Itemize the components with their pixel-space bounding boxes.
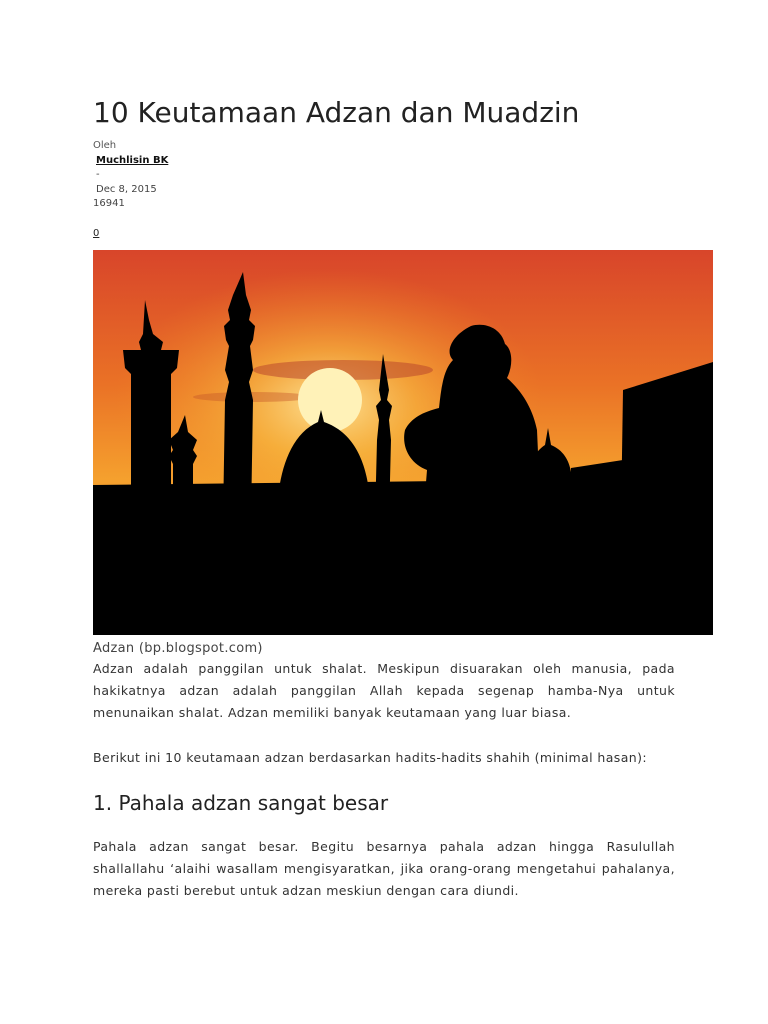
section-heading: 1. Pahala adzan sangat besar xyxy=(93,791,389,815)
author-link[interactable]: Muchlisin BK xyxy=(96,155,169,166)
section-paragraph: Pahala adzan sangat besar. Begitu besarnya pahala adzan hingga Rasulullah shallallahu ‘alaihi wasallam mengisyaratkan, jika orang-orang mengetahui pahalanya, mereka pasti berebut untuk adzan meskiun dengan cara diundi. xyxy=(93,839,675,898)
cloud-band-2 xyxy=(193,392,313,402)
article-title: 10 Keutamaan Adzan dan Muadzin xyxy=(93,96,580,129)
publish-date: Dec 8, 2015 xyxy=(96,184,157,195)
meta-separator: - xyxy=(96,169,100,180)
sun-icon xyxy=(298,368,362,432)
intro-paragraph: Adzan adalah panggilan untuk shalat. Meskipun disuarakan oleh manusia, pada hakikatnya adzan adalah panggilan Allah kepada segenap hamba-Nya untuk menunaikan shalat. Adzan memiliki banyak keutamaan yang luar biasa. xyxy=(93,661,675,720)
image-caption: Adzan (bp.blogspot.com) xyxy=(93,641,263,656)
hero-image xyxy=(93,250,713,635)
comment-count-link[interactable]: 0 xyxy=(93,228,100,239)
list-intro-paragraph: Berikut ini 10 keutamaan adzan berdasarkan hadits-hadits shahih (minimal hasan): xyxy=(93,750,647,765)
author-prefix: Oleh xyxy=(93,140,117,151)
view-count: 16941 xyxy=(93,198,125,209)
